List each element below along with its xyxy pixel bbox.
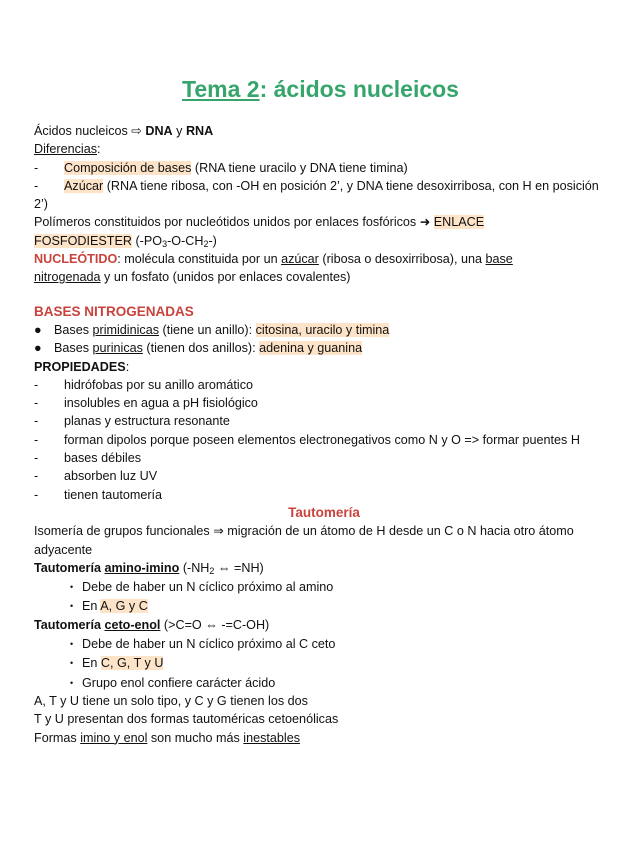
dna-label: DNA <box>145 124 173 138</box>
highlight-text: Azúcar <box>64 178 104 193</box>
propiedad-text: planas y estructura resonante <box>64 414 230 429</box>
rna-label: RNA <box>185 124 214 138</box>
fosfodiester-highlight: FOSFODIESTER <box>34 233 132 248</box>
tautomeria-note-1: A, T y U tiene un solo tipo, y C y G tienen los dos <box>34 693 308 708</box>
bases-underlined: purinicas <box>92 341 143 356</box>
item-text: (RNA tiene ribosa, con -OH en posición 2’, y DNA tiene desoxirribosa, con H en posición 2’) <box>34 178 599 212</box>
amino-item-2 <box>34 597 614 615</box>
propiedad-item: - forman dipolos porque poseen elementos electronegativos como N y O => formar puentes H <box>34 432 580 447</box>
amino-item-text: Debe de haber un N cíclico próximo al amino <box>82 580 334 595</box>
propiedad-text: forman dipolos porque poseen elementos electronegativos como N y O => formar puentes H <box>64 432 580 447</box>
bases-text: Bases <box>54 341 93 356</box>
propiedad-text: insolubles en agua a pH fisiológico <box>64 396 258 411</box>
title-underlined: Tema 2 <box>182 76 260 102</box>
propiedades-label: PROPIEDADES <box>34 359 126 374</box>
propiedad-item: - absorben luz UV <box>34 469 158 484</box>
item-text: (RNA tiene uracilo y DNA tiene timina) <box>191 160 408 175</box>
propiedad-item: - insolubles en agua a pH fisiológico <box>34 396 258 411</box>
ceto-item-text: Grupo enol confiere carácter ácido <box>82 675 276 690</box>
nucleotido-line-1 <box>34 250 614 268</box>
intro-y: y <box>172 124 186 138</box>
amino-imino-heading <box>34 559 614 577</box>
nucleotido-line-2 <box>34 268 614 286</box>
diferencias-item-1 <box>34 159 614 177</box>
tautomeria-heading: Tautomería <box>288 504 360 520</box>
formula-part: (-NH <box>179 560 210 575</box>
bases-underlined: primidinicas <box>92 322 160 337</box>
ceto-item-text: Debe de haber un N cíclico próximo al C ceto <box>82 637 336 652</box>
imino-enol-underlined: imino y enol <box>80 730 148 745</box>
ceto-highlight: C, G, T y U <box>100 656 164 671</box>
formula-part: -O-CH <box>167 233 204 248</box>
bullet-icon: • <box>70 639 74 650</box>
diferencias-label: Diferencias <box>34 142 97 157</box>
propiedad-text: hidrófobas por su anillo aromático <box>64 377 254 392</box>
inestables-underlined: inestables <box>243 730 301 745</box>
polimeros-line-2 <box>34 232 614 250</box>
propiedad-item: - hidrófobas por su anillo aromático <box>34 377 254 392</box>
note-text: son mucho más <box>147 730 244 745</box>
bullet-icon: • <box>70 658 74 669</box>
bullet-icon: ● <box>34 322 42 337</box>
enlace-highlight: ENLACE <box>433 215 485 230</box>
bullet-icon: • <box>70 582 74 593</box>
propiedad-item: - tienen tautomería <box>34 487 163 502</box>
amino-item-text: En <box>82 599 101 614</box>
ceto-item-3 <box>34 674 614 692</box>
propiedad-text: absorben luz UV <box>64 469 158 484</box>
bases-text: Bases <box>54 322 93 337</box>
bullet-icon: • <box>70 601 74 612</box>
azucar-underlined: azúcar <box>281 252 319 267</box>
formula-subscript: 3 <box>162 238 168 249</box>
highlight-text: Composición de bases <box>64 160 192 175</box>
document-body <box>34 122 614 747</box>
intro-line <box>34 122 614 140</box>
propiedades-heading <box>34 358 614 376</box>
dash: - <box>34 178 39 193</box>
propiedad-text: tienen tautomería <box>64 487 163 502</box>
propiedad-item: - bases débiles <box>34 451 142 466</box>
ceto-item-text: En <box>82 656 101 671</box>
tautomeria-label: Tautomería <box>34 617 105 632</box>
bases-highlight: citosina, uracilo y timina <box>255 322 390 337</box>
dash: - <box>34 160 39 175</box>
bullet-icon: ● <box>34 341 42 356</box>
title-rest: : ácidos nucleicos <box>259 76 459 102</box>
page-title <box>0 76 641 103</box>
ceto-enol-label: ceto-enol <box>104 617 161 632</box>
bases-text: (tienen dos anillos): <box>142 341 260 356</box>
formula-part: -) <box>208 233 217 248</box>
bases-bullet-2 <box>34 339 614 357</box>
propiedad-item: - planas y estructura resonante <box>34 414 230 429</box>
formula-subscript: 2 <box>209 565 215 576</box>
ceto-enol-heading <box>34 616 614 634</box>
ceto-item-1 <box>34 635 614 653</box>
propiedades-colon: : <box>125 359 130 374</box>
intro-text: Ácidos nucleicos ⇨ <box>34 124 146 138</box>
polimeros-line-1 <box>34 213 614 231</box>
amino-imino-label: amino-imino <box>104 560 180 575</box>
bullet-icon: • <box>70 677 74 688</box>
formula-part: ⇔ =NH) <box>214 560 264 575</box>
amino-item-1 <box>34 578 614 596</box>
ceto-item-2 <box>34 654 614 672</box>
diferencias-item-2 <box>34 177 614 214</box>
formula-subscript: 2 <box>203 238 209 249</box>
formula-part: (-PO <box>131 233 163 248</box>
tautomeria-note-3 <box>34 729 614 747</box>
polimeros-text: Polímeros constituidos por nucleótidos unidos por enlaces fosfóricos ➜ <box>34 215 434 230</box>
diferencias-heading <box>34 140 614 158</box>
nucleotido-text: : molécula constituida por un <box>117 252 282 267</box>
bases-text: (tiene un anillo): <box>159 322 256 337</box>
nitrogenada-underlined: nitrogenada <box>34 270 101 285</box>
tautomeria-label: Tautomería <box>34 560 105 575</box>
bases-highlight: adenina y guanina <box>259 341 363 356</box>
nucleotido-label: NUCLEÓTIDO <box>34 252 118 267</box>
propiedad-text: bases débiles <box>64 451 142 466</box>
bases-bullet-1 <box>34 321 614 339</box>
formula-part: (>C=O ⇔ -=C-OH) <box>160 617 270 632</box>
tautomeria-note-2: T y U presentan dos formas tautoméricas cetoenólicas <box>34 712 339 727</box>
nucleotido-text: y un fosfato (unidos por enlaces covalentes) <box>100 270 351 285</box>
diferencias-colon: : <box>97 142 101 157</box>
tautomeria-definition: Isomería de grupos funcionales ⇒ migración de un átomo de H desde un C o N hacia otro átomo adyacente <box>34 524 574 557</box>
base-underlined: base <box>485 252 513 267</box>
nucleotido-text: (ribosa o desoxirribosa), una <box>318 252 486 267</box>
bases-heading: BASES NITROGENADAS <box>34 303 194 319</box>
note-text: Formas <box>34 730 81 745</box>
amino-highlight: A, G y C <box>100 599 148 614</box>
